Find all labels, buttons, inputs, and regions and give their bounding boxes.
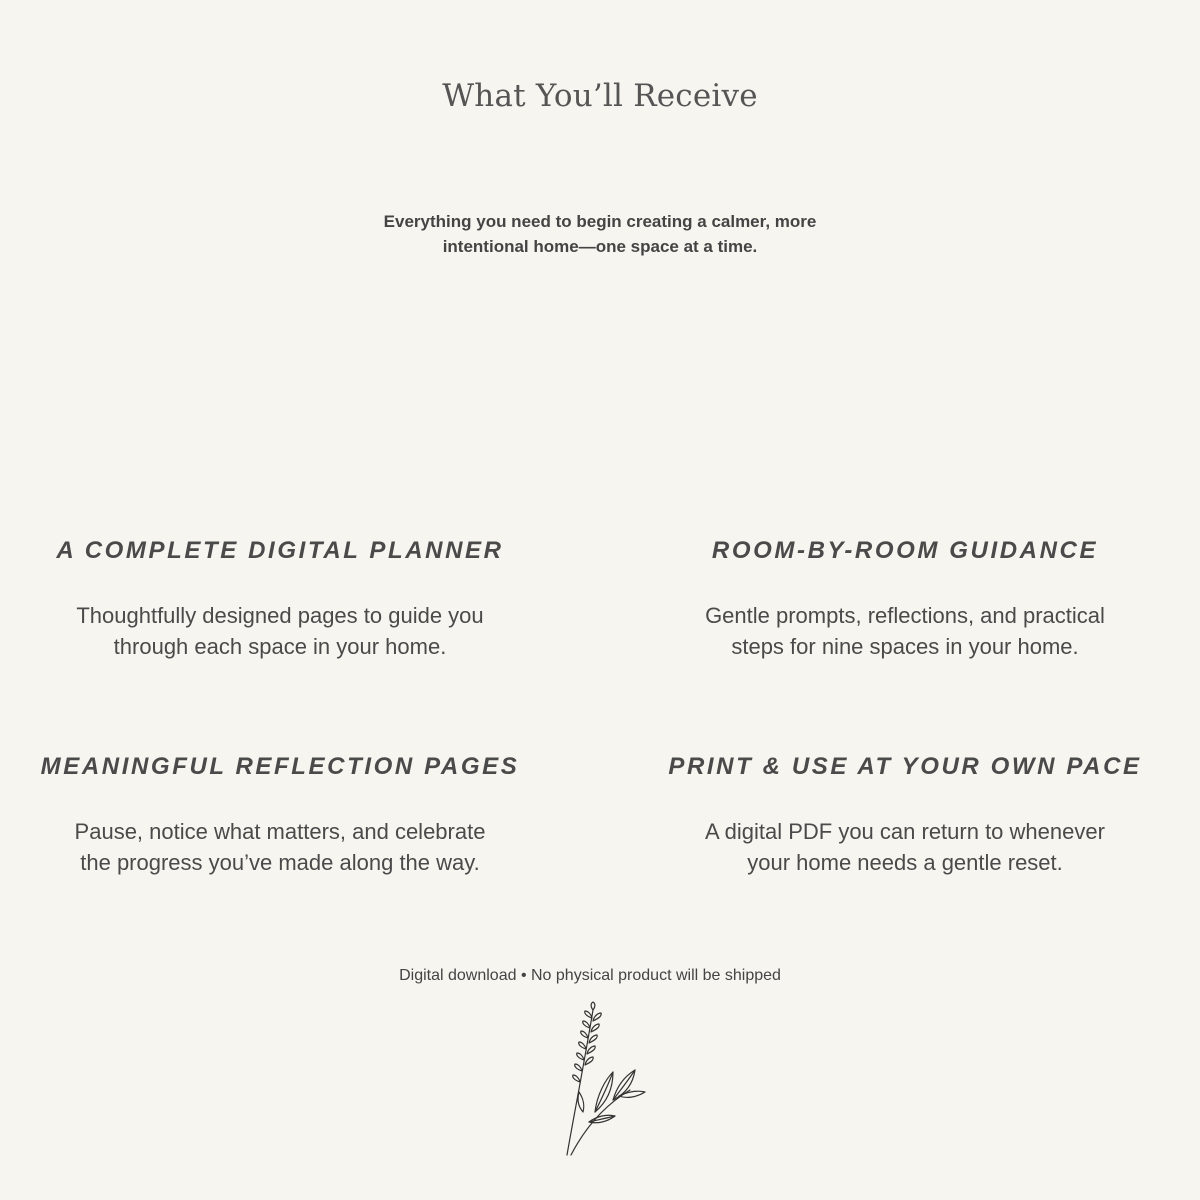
feature-heading: ROOM-BY-ROOM GUIDANCE <box>711 537 1099 564</box>
feature-description: Pause, notice what matters, and celebrate the progress you’ve made along the way. <box>74 819 486 875</box>
feature-heading: PRINT & USE AT YOUR OWN PACE <box>668 753 1142 780</box>
feature-description: Gentle prompts, reflections, and practical steps for nine spaces in your home. <box>705 603 1105 659</box>
page-title: What You’ll Receive <box>442 78 758 114</box>
feature-description: Thoughtfully designed pages to guide you through each space in your home. <box>76 603 484 659</box>
shipping-note: Digital download • No physical product will be shipped <box>399 967 781 984</box>
botanical-sprig-icon <box>555 1000 655 1160</box>
feature-reflection-pages <box>20 752 540 878</box>
feature-room-guidance <box>645 536 1165 662</box>
intro-text: Everything you need to begin creating a calmer, more intentional home—one space at a time. <box>383 212 817 256</box>
feature-heading: A COMPLETE DIGITAL PLANNER <box>56 537 504 564</box>
feature-print-use <box>645 752 1165 878</box>
feature-digital-planner <box>20 536 540 662</box>
feature-heading: MEANINGFUL REFLECTION PAGES <box>40 753 520 780</box>
feature-description: A digital PDF you can return to whenever your home needs a gentle reset. <box>705 819 1105 875</box>
